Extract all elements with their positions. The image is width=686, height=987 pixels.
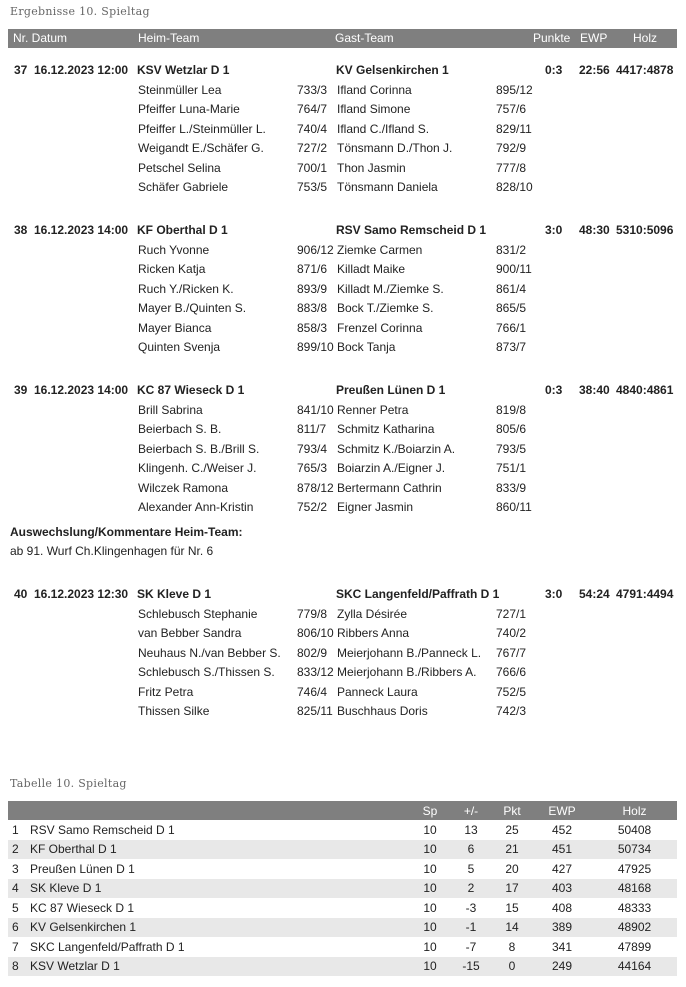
guest-player-score: 757/6	[496, 102, 527, 116]
header-holz: Holz	[633, 31, 658, 45]
guest-player-name: Ziemke Carmen	[337, 242, 423, 257]
game-ewp: 54:24	[579, 587, 610, 601]
table-row	[8, 937, 677, 957]
results-title: Ergebnisse 10. Spieltag	[10, 5, 150, 18]
game-points: 3:0	[545, 587, 563, 601]
cell-sp: 10	[423, 822, 437, 837]
home-player-name: Quinten Svenja	[138, 340, 221, 354]
cell-sp: 10	[410, 840, 450, 860]
table-row	[8, 840, 677, 860]
home-player-score: 811/7	[297, 422, 327, 436]
cell-team: KC 87 Wieseck D 1	[30, 900, 135, 915]
guest-player-name: Ifland Corinna	[337, 82, 412, 97]
game-holz: 4791:4494	[616, 587, 674, 601]
cell-diff: 5	[467, 861, 475, 876]
home-player-score: 841/10	[297, 402, 334, 417]
home-player-score: 802/9	[297, 645, 328, 660]
home-team: KF Oberthal D 1	[137, 223, 228, 237]
guest-player-score: 766/1	[496, 320, 527, 335]
cell-sp: 10	[410, 957, 450, 977]
home-team: KSV Wetzlar D 1	[137, 63, 230, 77]
cell-pkt: 25	[505, 822, 519, 837]
cell-holz: 47925	[617, 861, 652, 876]
header-gast-team: Gast-Team	[335, 31, 394, 45]
col-holz: Holz	[592, 801, 677, 820]
guest-player-score: 819/8	[496, 402, 527, 417]
guest-player-name: Ifland Simone	[337, 102, 411, 116]
header-nr-datum: Nr. Datum	[13, 31, 68, 45]
cell-rank: 3	[12, 861, 19, 876]
cell-team: RSV Samo Remscheid D 1	[30, 822, 175, 837]
cell-diff: 2	[450, 879, 492, 899]
cell-diff: -7	[465, 939, 477, 954]
guest-player-name: Bock T./Ziemke S.	[337, 301, 434, 315]
game-points: 0:3	[545, 383, 563, 397]
guest-player-score: 777/8	[496, 160, 527, 175]
guest-player-name: Schmitz K./Boiarzin A.	[337, 441, 456, 456]
cell-diff: -1	[450, 918, 492, 938]
guest-player-name: Buschhaus Doris	[337, 704, 428, 718]
guest-player-name: Schmitz Katharina	[337, 422, 435, 436]
standings-table	[8, 801, 677, 976]
col-diff: +/-	[450, 801, 492, 820]
home-player-name: Ricken Katja	[138, 262, 206, 276]
guest-player-score: 742/3	[496, 704, 527, 718]
home-player-score: 700/1	[297, 160, 328, 175]
home-player-score: 883/8	[297, 301, 328, 315]
home-player-score: 753/5	[297, 180, 328, 194]
guest-player-score: 833/9	[496, 480, 527, 495]
home-team: KC 87 Wieseck D 1	[137, 383, 245, 397]
guest-player-score: 831/2	[496, 242, 527, 257]
header-ewp: EWP	[580, 31, 608, 45]
game-number: 39	[14, 383, 28, 397]
table-row	[8, 957, 677, 977]
home-player-score: 806/10	[297, 626, 334, 640]
guest-player-name: Ribbers Anna	[337, 626, 410, 640]
cell-pkt: 14	[492, 918, 532, 938]
game-date: 16.12.2023 12:30	[34, 587, 129, 601]
guest-player-score: 873/7	[496, 340, 527, 354]
guest-player-name: Tönsmann Daniela	[337, 180, 438, 194]
home-player-score: 779/8	[297, 606, 328, 621]
guest-player-score: 740/2	[496, 626, 527, 640]
guest-team: KV Gelsenkirchen 1	[336, 63, 449, 77]
cell-holz: 48168	[592, 879, 677, 899]
guest-player-name: Meierjohann B./Panneck L.	[337, 645, 482, 660]
guest-player-name: Zylla Désirée	[337, 606, 408, 621]
cell-team: SKC Langenfeld/Paffrath D 1	[30, 939, 185, 954]
guest-player-score: 829/11	[496, 121, 532, 136]
guest-player-score: 767/7	[496, 645, 527, 660]
home-player-name: Mayer B./Quinten S.	[138, 301, 247, 315]
game-ewp: 48:30	[579, 223, 610, 237]
home-player-name: Beierbach S. B.	[138, 422, 222, 436]
guest-player-name: Bock Tanja	[337, 340, 396, 354]
cell-rank: 4	[8, 879, 30, 899]
home-player-name: Pfeiffer L./Steinmüller L.	[138, 121, 266, 136]
home-player-name: Schäfer Gabriele	[138, 180, 229, 194]
guest-player-name: Eigner Jasmin	[337, 500, 414, 514]
home-player-score: 752/2	[297, 500, 328, 514]
cell-ewp: 249	[532, 957, 592, 977]
cell-holz: 48902	[592, 918, 677, 938]
cell-pkt: 17	[492, 879, 532, 899]
home-player-name: Beierbach S. B./Brill S.	[138, 441, 260, 456]
cell-ewp: 408	[551, 900, 573, 915]
table-title: Tabelle 10. Spieltag	[10, 777, 127, 790]
home-player-name: Thissen Silke	[138, 704, 210, 718]
guest-player-name: Killadt M./Ziemke S.	[337, 281, 444, 296]
guest-player-score: 751/1	[496, 461, 527, 475]
home-player-name: Klingenh. C./Weiser J.	[138, 461, 257, 475]
cell-rank: 1	[12, 822, 19, 837]
cell-holz: 48333	[617, 900, 652, 915]
home-player-score: 906/12	[297, 242, 334, 257]
home-player-score: 858/3	[297, 320, 328, 335]
game-ewp: 38:40	[579, 383, 610, 397]
home-player-score: 746/4	[297, 684, 328, 699]
guest-player-name: Bertermann Cathrin	[337, 480, 442, 495]
cell-holz: 50408	[617, 822, 652, 837]
home-player-name: Weigandt E./Schäfer G.	[138, 141, 264, 155]
guest-player-name: Panneck Laura	[337, 684, 418, 699]
guest-player-score: 792/9	[496, 141, 527, 155]
guest-player-score: 900/11	[496, 262, 532, 276]
guest-player-name: Ifland C./Ifland S.	[337, 121, 430, 136]
cell-rank: 8	[8, 957, 30, 977]
home-player-name: Wilczek Ramona	[138, 480, 229, 495]
cell-diff: -15	[450, 957, 492, 977]
guest-player-name: Tönsmann D./Thon J.	[337, 141, 453, 155]
cell-ewp: 427	[551, 861, 573, 876]
table-row	[8, 820, 677, 840]
home-player-name: Fritz Petra	[138, 684, 194, 699]
home-player-name: Mayer Bianca	[138, 320, 212, 335]
table-row	[8, 898, 677, 918]
game-holz: 5310:5096	[616, 223, 674, 237]
comment-title: Auswechslung/Kommentare Heim-Team:	[10, 525, 243, 539]
guest-player-name: Renner Petra	[337, 402, 409, 417]
home-player-name: Schlebusch Stephanie	[138, 606, 258, 621]
cell-rank: 5	[12, 900, 19, 915]
comment-text: ab 91. Wurf Ch.Klingenhagen für Nr. 6	[10, 544, 214, 558]
cell-holz: 47899	[617, 939, 652, 954]
cell-team: KV Gelsenkirchen 1	[30, 918, 410, 938]
col-pkt: Pkt	[492, 801, 532, 820]
header-punkte: Punkte	[533, 31, 571, 45]
cell-holz: 50734	[592, 840, 677, 860]
game-holz: 4417:4878	[616, 63, 674, 77]
guest-player-name: Killadt Maike	[337, 262, 406, 276]
game-ewp: 22:56	[579, 63, 610, 77]
home-player-score: 893/9	[297, 281, 328, 296]
cell-rank: 6	[8, 918, 30, 938]
game-holz: 4840:4861	[616, 383, 674, 397]
col-ewp: EWP	[532, 801, 592, 820]
cell-rank: 2	[8, 840, 30, 860]
cell-ewp: 452	[551, 822, 573, 837]
game-number: 37	[14, 63, 28, 77]
cell-holz: 44164	[592, 957, 677, 977]
game-points: 3:0	[545, 223, 563, 237]
col-sp: Sp	[410, 801, 450, 820]
home-player-score: 899/10	[297, 340, 334, 354]
cell-ewp: 403	[532, 879, 592, 899]
cell-sp: 10	[410, 918, 450, 938]
cell-diff: -3	[465, 900, 477, 915]
cell-pkt: 21	[492, 840, 532, 860]
cell-sp: 10	[423, 900, 437, 915]
home-player-score: 765/3	[297, 461, 328, 475]
table-row	[8, 859, 677, 879]
guest-team: RSV Samo Remscheid D 1	[336, 223, 487, 237]
guest-player-score: 793/5	[496, 441, 527, 456]
home-player-name: van Bebber Sandra	[138, 626, 242, 640]
game-date: 16.12.2023 14:00	[34, 223, 129, 237]
home-player-name: Ruch Yvonne	[138, 242, 210, 257]
cell-pkt: 8	[508, 939, 516, 954]
home-player-name: Alexander Ann-Kristin	[138, 500, 254, 514]
guest-player-score: 861/4	[496, 281, 527, 296]
table-row	[8, 918, 677, 938]
guest-player-name: Meierjohann B./Ribbers A.	[337, 665, 477, 679]
guest-player-score: 828/10	[496, 180, 533, 194]
home-player-score: 764/7	[297, 102, 328, 116]
standings-header	[8, 801, 677, 820]
home-player-name: Steinmüller Lea	[138, 82, 222, 97]
guest-player-name: Boiarzin A./Eigner J.	[337, 461, 446, 475]
guest-player-score: 895/12	[496, 82, 533, 97]
home-player-score: 825/11	[297, 704, 333, 718]
game-date: 16.12.2023 12:00	[34, 63, 129, 77]
home-player-name: Schlebusch S./Thissen S.	[138, 665, 275, 679]
cell-sp: 10	[410, 879, 450, 899]
guest-player-score: 727/1	[496, 606, 527, 621]
cell-sp: 10	[423, 939, 437, 954]
home-player-score: 833/12	[297, 665, 334, 679]
guest-team: Preußen Lünen D 1	[336, 383, 446, 397]
header-heim-team: Heim-Team	[138, 31, 200, 45]
home-player-name: Brill Sabrina	[138, 402, 203, 417]
guest-player-name: Thon Jasmin	[337, 160, 406, 175]
cell-diff: 13	[464, 822, 478, 837]
guest-player-name: Frenzel Corinna	[337, 320, 423, 335]
guest-team: SKC Langenfeld/Paffrath D 1	[336, 587, 500, 601]
game-date: 16.12.2023 14:00	[34, 383, 129, 397]
game-number: 40	[14, 587, 28, 601]
cell-ewp: 451	[532, 840, 592, 860]
home-player-name: Pfeiffer Luna-Marie	[138, 102, 240, 116]
cell-diff: 6	[450, 840, 492, 860]
cell-team: SK Kleve D 1	[30, 879, 410, 899]
cell-pkt: 15	[505, 900, 519, 915]
cell-team: KSV Wetzlar D 1	[30, 957, 410, 977]
cell-team: Preußen Lünen D 1	[30, 861, 135, 876]
guest-player-score: 805/6	[496, 422, 527, 436]
cell-pkt: 0	[492, 957, 532, 977]
guest-player-score: 860/11	[496, 500, 532, 514]
home-player-score: 871/6	[297, 262, 328, 276]
home-player-score: 727/2	[297, 141, 328, 155]
guest-player-score: 865/5	[496, 301, 527, 315]
home-player-score: 740/4	[297, 121, 328, 136]
home-player-name: Ruch Y./Ricken K.	[138, 281, 234, 296]
cell-ewp: 389	[532, 918, 592, 938]
guest-player-score: 752/5	[496, 684, 527, 699]
game-number: 38	[14, 223, 28, 237]
cell-ewp: 341	[551, 939, 573, 954]
home-player-name: Petschel Selina	[138, 160, 221, 175]
cell-pkt: 20	[505, 861, 519, 876]
home-player-score: 878/12	[297, 480, 334, 495]
home-player-name: Neuhaus N./van Bebber S.	[138, 645, 281, 660]
home-team: SK Kleve D 1	[137, 587, 212, 601]
table-row	[8, 879, 677, 899]
home-player-score: 733/3	[297, 82, 328, 97]
cell-rank: 7	[12, 939, 19, 954]
cell-team: KF Oberthal D 1	[30, 840, 410, 860]
game-points: 0:3	[545, 63, 563, 77]
home-player-score: 793/4	[297, 441, 328, 456]
results-header	[8, 29, 677, 48]
guest-player-score: 766/6	[496, 665, 527, 679]
cell-sp: 10	[423, 861, 437, 876]
